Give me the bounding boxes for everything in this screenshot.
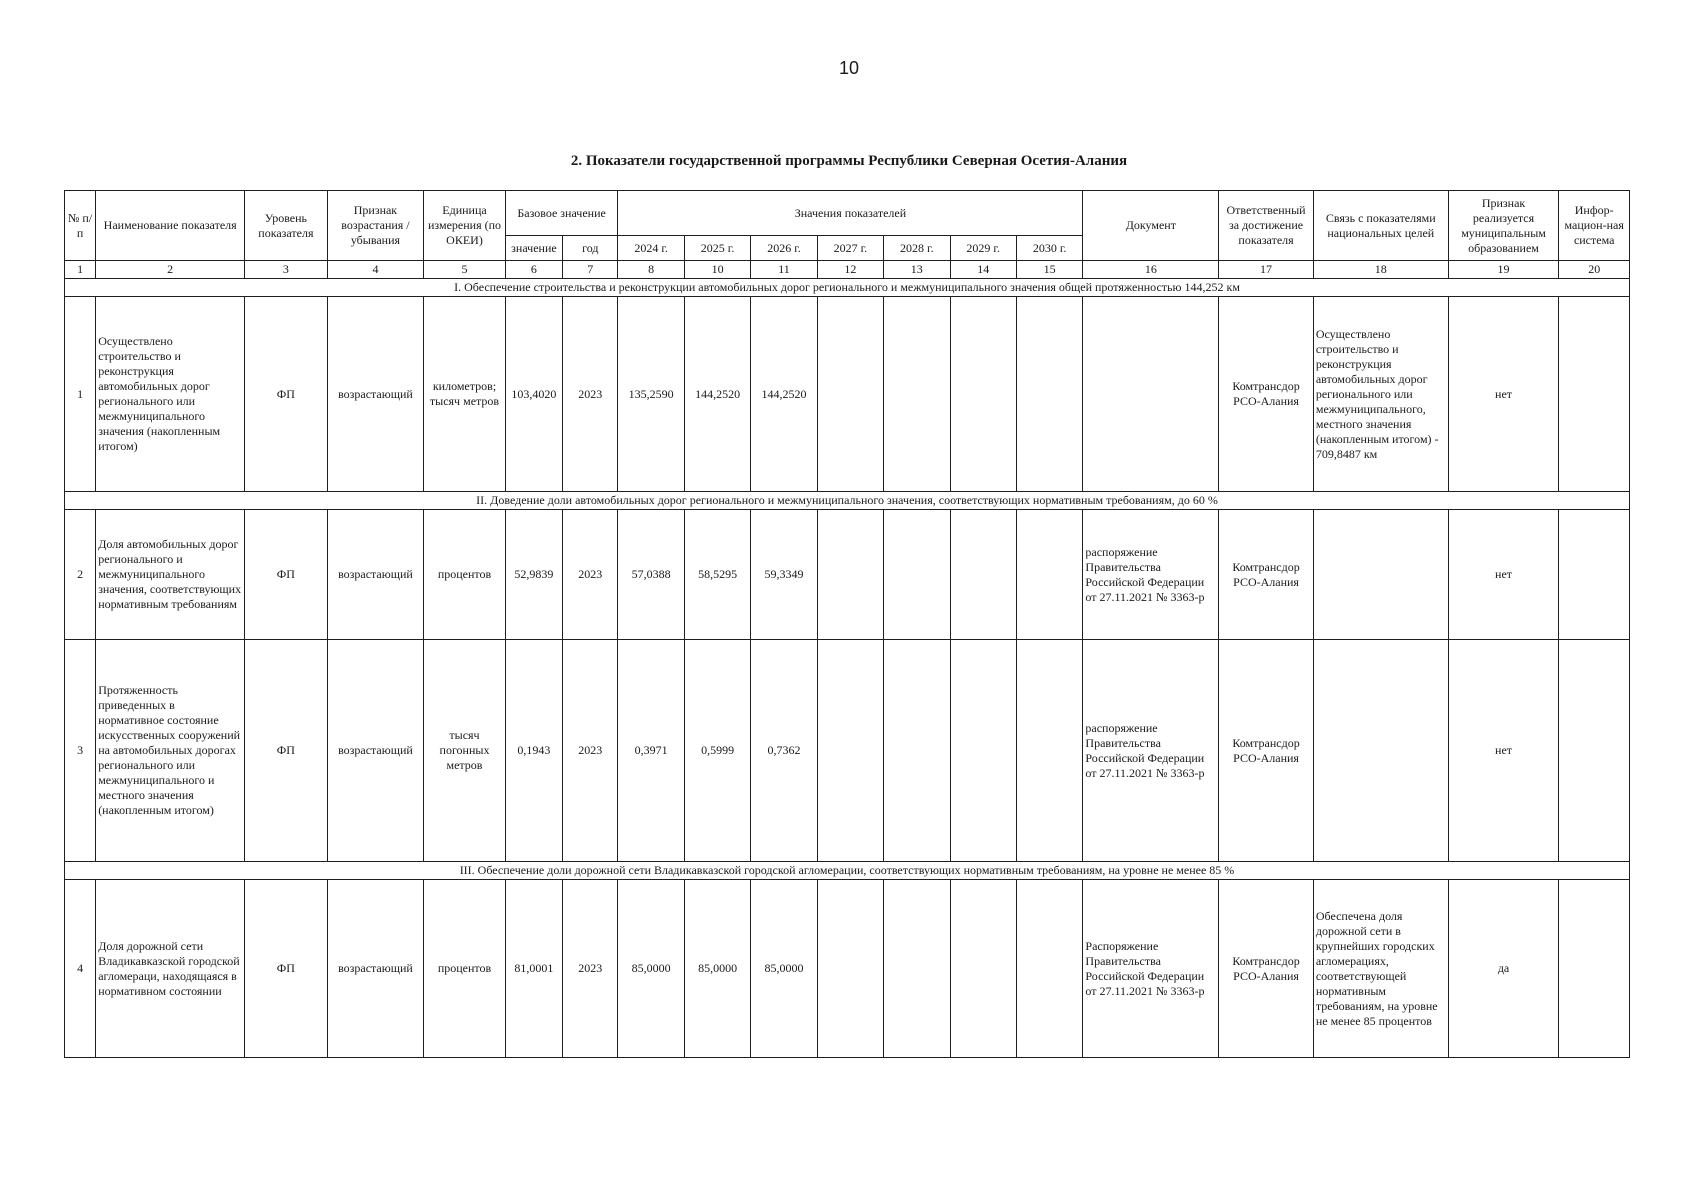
value-2027 <box>817 297 883 492</box>
indicator-trend: возрастающий <box>327 297 424 492</box>
base-year: 2023 <box>563 510 618 640</box>
column-number: 3 <box>245 261 328 279</box>
header-base-year: год <box>563 236 618 261</box>
row-number: 2 <box>65 510 96 640</box>
indicator-level: ФП <box>245 297 328 492</box>
value-2026: 59,3349 <box>751 510 817 640</box>
value-2029 <box>950 297 1016 492</box>
column-number: 14 <box>950 261 1016 279</box>
document-title: 2. Показатели государственной программы Республики Северная Осетия-Алания <box>570 153 1128 169</box>
document: Распоряжение Правительства Российской Федерации от 27.11.2021 № 3363-р <box>1083 880 1219 1058</box>
value-2024: 135,2590 <box>618 297 684 492</box>
indicator-trend: возрастающий <box>327 510 424 640</box>
section-row <box>65 492 1630 510</box>
row-number: 3 <box>65 640 96 862</box>
value-2029 <box>950 640 1016 862</box>
value-2030 <box>1016 297 1083 492</box>
header-num: № п/п <box>65 191 96 261</box>
header-link: Связь с показателями национальных целей <box>1313 191 1448 261</box>
header-year-2024: 2024 г. <box>618 236 684 261</box>
value-2026: 85,0000 <box>751 880 817 1058</box>
indicator-trend: возрастающий <box>327 880 424 1058</box>
section-title: III. Обеспечение доли дорожной сети Владикавказской городской агломерации, соответствующих нормативным требованиям, на уровне не менее 85 % <box>65 862 1630 880</box>
header-infosys: Инфор-мацион-ная система <box>1559 191 1630 261</box>
value-2029 <box>950 510 1016 640</box>
responsible: Комтрансдор РСО-Алания <box>1219 640 1314 862</box>
column-number: 6 <box>505 261 562 279</box>
value-2024: 85,0000 <box>618 880 684 1058</box>
header-year-2030: 2030 г. <box>1016 236 1083 261</box>
value-2024: 0,3971 <box>618 640 684 862</box>
indicators-table <box>64 190 1630 1058</box>
indicator-level: ФП <box>245 510 328 640</box>
value-2027 <box>817 510 883 640</box>
header-year-2026: 2026 г. <box>751 236 817 261</box>
value-2028 <box>884 880 950 1058</box>
value-2028 <box>884 297 950 492</box>
value-2027 <box>817 880 883 1058</box>
header-year-2025: 2025 г. <box>684 236 750 261</box>
national-goal-link <box>1313 640 1448 862</box>
column-number: 13 <box>884 261 950 279</box>
base-value: 103,4020 <box>505 297 562 492</box>
value-2025: 58,5295 <box>684 510 750 640</box>
column-number: 5 <box>424 261 506 279</box>
header-document: Документ <box>1083 191 1219 261</box>
table-row <box>65 880 1630 1058</box>
indicator-name: Доля дорожной сети Владикавказской городской агломераци, находящаяся в нормативном состоянии <box>96 880 245 1058</box>
base-value: 0,1943 <box>505 640 562 862</box>
value-2026: 0,7362 <box>751 640 817 862</box>
info-system <box>1559 510 1630 640</box>
header-year-2027: 2027 г. <box>817 236 883 261</box>
section-title: I. Обеспечение строительства и реконструкции автомобильных дорог регионального и межмуниципального значения общей протяженностью 144,252 км <box>65 279 1630 297</box>
base-year: 2023 <box>563 880 618 1058</box>
table-row <box>65 510 1630 640</box>
header-name: Наименование показателя <box>96 191 245 261</box>
row-number: 1 <box>65 297 96 492</box>
municipal-flag: нет <box>1448 640 1559 862</box>
header-year-2028: 2028 г. <box>884 236 950 261</box>
document <box>1083 297 1219 492</box>
document: распоряжение Правительства Российской Федерации от 27.11.2021 № 3363-р <box>1083 510 1219 640</box>
municipal-flag: да <box>1448 880 1559 1058</box>
value-2029 <box>950 880 1016 1058</box>
section-title: II. Доведение доли автомобильных дорог регионального и межмуниципального значения, соответствующих нормативным требованиям, до 60 % <box>65 492 1630 510</box>
column-number: 8 <box>618 261 684 279</box>
value-2028 <box>884 510 950 640</box>
info-system <box>1559 880 1630 1058</box>
header-level: Уровень показателя <box>245 191 328 261</box>
national-goal-link: Обеспечена доля дорожной сети в крупнейших городских агломерациях, соответствующей нормативным требованиям, на уровне не менее 85 процентов <box>1313 880 1448 1058</box>
base-value: 52,9839 <box>505 510 562 640</box>
section-row <box>65 862 1630 880</box>
indicator-trend: возрастающий <box>327 640 424 862</box>
info-system <box>1559 297 1630 492</box>
value-2028 <box>884 640 950 862</box>
header-base: Базовое значение <box>505 191 618 236</box>
base-year: 2023 <box>563 297 618 492</box>
value-2030 <box>1016 640 1083 862</box>
column-number: 20 <box>1559 261 1630 279</box>
row-number: 4 <box>65 880 96 1058</box>
value-2025: 0,5999 <box>684 640 750 862</box>
header-row-1 <box>65 191 1630 236</box>
responsible: Комтрансдор РСО-Алания <box>1219 510 1314 640</box>
base-value: 81,0001 <box>505 880 562 1058</box>
header-municipal: Признак реализуется муниципальным образованием <box>1448 191 1559 261</box>
table-row <box>65 640 1630 862</box>
value-2025: 144,2520 <box>684 297 750 492</box>
national-goal-link: Осуществлено строительство и реконструкция автомобильных дорог регионального или межмуниципального, местного значения (накопленным итогом) - 709,8487 км <box>1313 297 1448 492</box>
indicator-name: Осуществлено строительство и реконструкция автомобильных дорог регионального или межмуниципального значения (накопленным итогом) <box>96 297 245 492</box>
column-number: 19 <box>1448 261 1559 279</box>
column-number: 7 <box>563 261 618 279</box>
column-number: 10 <box>684 261 750 279</box>
indicator-unit: километров; тысяч метров <box>424 297 506 492</box>
indicator-unit: тысяч погонных метров <box>424 640 506 862</box>
column-number: 12 <box>817 261 883 279</box>
column-number: 16 <box>1083 261 1219 279</box>
responsible: Комтрансдор РСО-Алания <box>1219 297 1314 492</box>
header-values: Значения показателей <box>618 191 1083 236</box>
column-number: 15 <box>1016 261 1083 279</box>
value-2026: 144,2520 <box>751 297 817 492</box>
column-number: 1 <box>65 261 96 279</box>
column-number: 18 <box>1313 261 1448 279</box>
indicator-unit: процентов <box>424 880 506 1058</box>
page-number: 10 <box>838 58 860 78</box>
indicator-level: ФП <box>245 640 328 862</box>
value-2030 <box>1016 510 1083 640</box>
value-2024: 57,0388 <box>618 510 684 640</box>
header-year-2029: 2029 г. <box>950 236 1016 261</box>
indicator-name: Доля автомобильных дорог регионального и межмуниципального значения, соответствующих нормативным требованиям <box>96 510 245 640</box>
indicator-level: ФП <box>245 880 328 1058</box>
header-responsible: Ответственный за достижение показателя <box>1219 191 1314 261</box>
column-number: 4 <box>327 261 424 279</box>
header-unit: Единица измерения (по ОКЕИ) <box>424 191 506 261</box>
value-2027 <box>817 640 883 862</box>
header-trend: Признак возрастания / убывания <box>327 191 424 261</box>
municipal-flag: нет <box>1448 297 1559 492</box>
base-year: 2023 <box>563 640 618 862</box>
column-number: 11 <box>751 261 817 279</box>
table-row <box>65 297 1630 492</box>
indicator-name: Протяженность приведенных в нормативное состояние искусственных сооружений на автомобильных дорогах регионального или межмуниципального и местного значения (накопленным итогом) <box>96 640 245 862</box>
value-2030 <box>1016 880 1083 1058</box>
header-base-value: значение <box>505 236 562 261</box>
column-number-row <box>65 261 1630 279</box>
municipal-flag: нет <box>1448 510 1559 640</box>
national-goal-link <box>1313 510 1448 640</box>
indicator-unit: процентов <box>424 510 506 640</box>
column-number: 17 <box>1219 261 1314 279</box>
info-system <box>1559 640 1630 862</box>
column-number: 2 <box>96 261 245 279</box>
responsible: Комтрансдор РСО-Алания <box>1219 880 1314 1058</box>
document: распоряжение Правительства Российской Федерации от 27.11.2021 № 3363-р <box>1083 640 1219 862</box>
section-row <box>65 279 1630 297</box>
value-2025: 85,0000 <box>684 880 750 1058</box>
